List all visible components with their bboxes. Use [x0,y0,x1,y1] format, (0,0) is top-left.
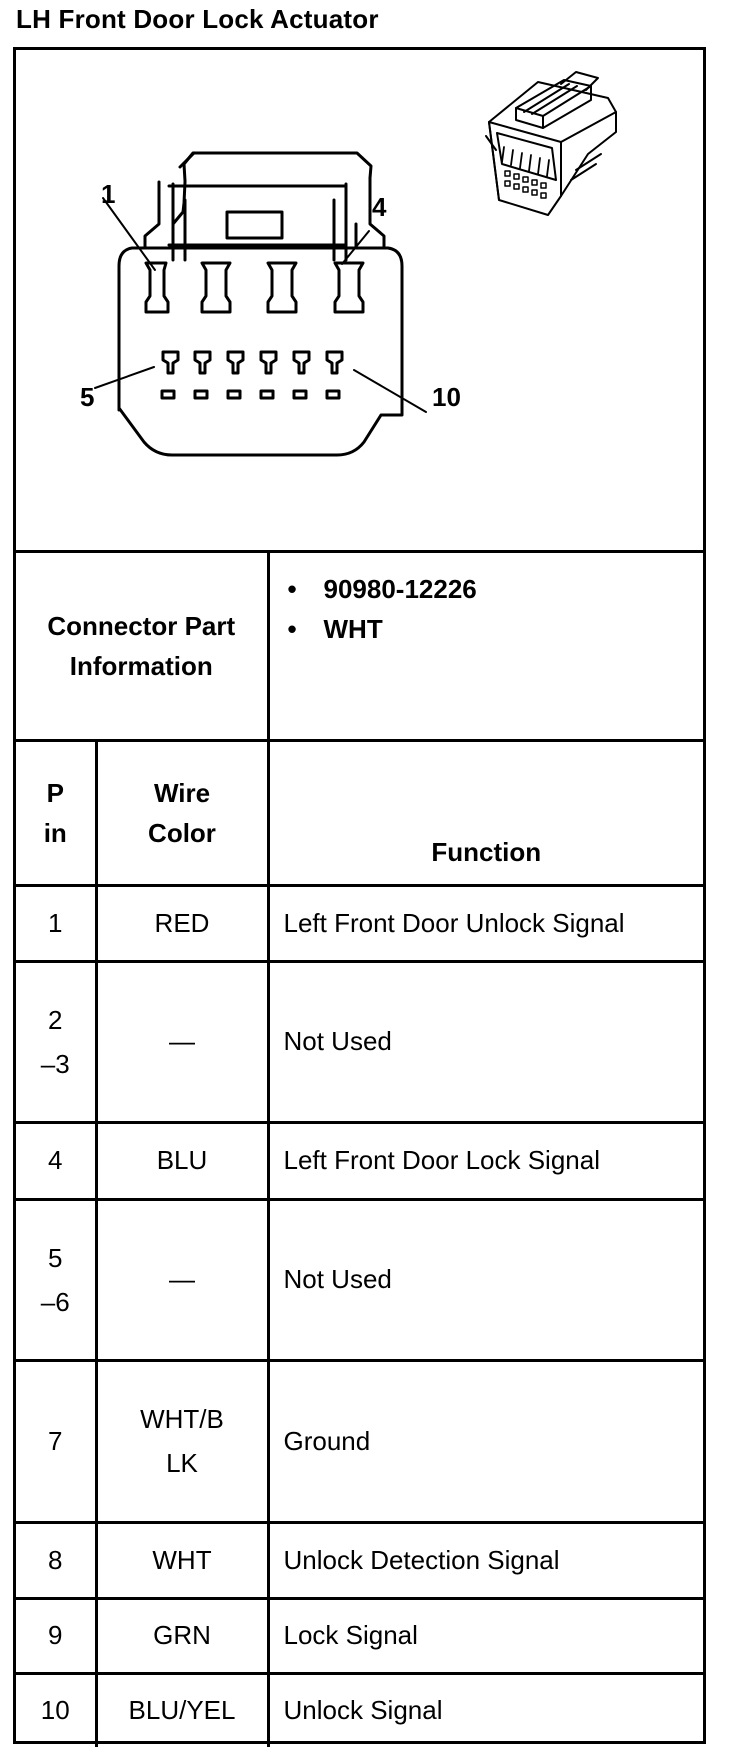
small-terminals [162,352,342,398]
function-cell: Not Used [268,1199,703,1360]
pin-cell: 1 [16,885,96,961]
wire-color-cell: GRN [96,1598,268,1673]
page-title: LH Front Door Lock Actuator [16,4,379,34]
connector-table-frame [13,47,706,1744]
wire-color-cell: BLU [96,1122,268,1199]
connector-color: WHT [323,614,383,644]
table-row [16,1199,703,1360]
pin-cell: 7 [16,1360,96,1522]
connector-diagram-cell [16,50,703,553]
function-cell: Unlock Detection Signal [268,1522,703,1598]
connector-info-table [16,553,703,1747]
list-item: • WHT [287,614,383,644]
cpi-label-line1: Connector Part [47,610,236,641]
cpi-label-line2: Information [69,650,213,681]
function-cell: Left Front Door Unlock Signal [268,885,703,961]
header-pin: P in [16,740,96,885]
header-wire-color: Wire Color [96,740,268,885]
pin-cell: 9 [16,1598,96,1673]
callout-pin-10: 10 [432,382,461,412]
pin-cell: 4 [16,1122,96,1199]
connector-face-diagram [16,50,703,550]
function-cell: Not Used [268,961,703,1122]
wire-color-cell: — [96,961,268,1122]
table-row [16,1673,703,1747]
connector-3d-icon [486,72,616,215]
connector-part-info-label [16,553,268,740]
table-row [16,1522,703,1598]
list-item: • 90980-12226 [287,574,477,604]
table-row [16,1360,703,1522]
table-row [16,885,703,961]
pin-cell: 10 [16,1673,96,1747]
function-cell: Ground [268,1360,703,1522]
large-terminals [146,263,363,312]
function-cell: Unlock Signal [268,1673,703,1747]
table-row [16,1598,703,1673]
table-header-row [16,740,703,885]
wire-color-cell: BLU/YEL [96,1673,268,1747]
table-row [16,1122,703,1199]
callout-pin-1: 1 [101,179,116,209]
pin-cell: 5 –6 [16,1199,96,1360]
header-function: Function [268,740,703,885]
part-number: 90980-12226 [323,574,477,604]
wire-color-cell: WHT [96,1522,268,1598]
callout-pin-5: 5 [80,382,95,412]
pin-cell: 8 [16,1522,96,1598]
function-cell: Left Front Door Lock Signal [268,1122,703,1199]
wire-color-cell: WHT/B LK [96,1360,268,1522]
connector-part-info-row [16,553,703,740]
connector-part-info-list [268,553,703,740]
function-cell: Lock Signal [268,1598,703,1673]
connector-latch [145,153,384,260]
callout-pin-4: 4 [372,192,387,222]
table-row [16,961,703,1122]
wire-color-cell: — [96,1199,268,1360]
pin-cell: 2 –3 [16,961,96,1122]
wire-color-cell: RED [96,885,268,961]
